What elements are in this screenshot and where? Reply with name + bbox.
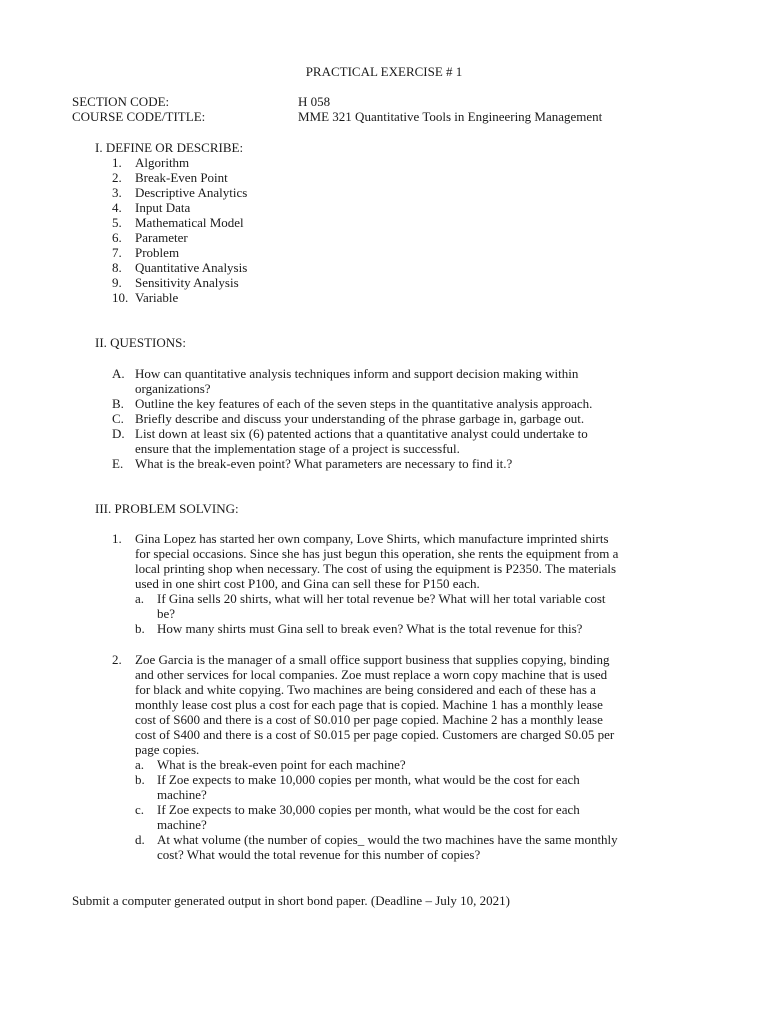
text-line: and other services for local companies. Zoe must replace a worn copy machine that is used: [135, 667, 608, 682]
text-line: If Zoe expects to make 30,000 copies per month, what would be the cost for each: [157, 802, 580, 817]
item-text: Variable: [135, 290, 179, 305]
item-text: Break-Even Point: [135, 170, 228, 185]
item-number: 3.: [112, 185, 122, 200]
item-text: Parameter: [135, 230, 188, 245]
item-letter: B.: [112, 396, 124, 411]
sub-text: [157, 591, 702, 621]
text-line: organizations?: [135, 381, 211, 396]
problem-text: [135, 531, 705, 591]
list-item: [0, 200, 768, 215]
list-item: [0, 155, 768, 170]
text-line: monthly lease cost plus a cost for each page that is copied. Machine 1 has a monthly lease: [135, 697, 603, 712]
item-text: Mathematical Model: [135, 215, 244, 230]
item-number: 9.: [112, 275, 122, 290]
list-item: [0, 185, 768, 200]
document-title: PRACTICAL EXERCISE # 1: [305, 64, 463, 79]
text-line: If Zoe expects to make 10,000 copies per month, what would be the cost for each: [157, 772, 580, 787]
sub-question: [0, 772, 768, 802]
item-number: 5.: [112, 215, 122, 230]
item-number: 8.: [112, 260, 122, 275]
list-item: [0, 245, 768, 260]
item-text: [135, 396, 695, 411]
text-line: If Gina sells 20 shirts, what will her total revenue be? What will her total variable cost: [157, 591, 606, 606]
text-line: Briefly describe and discuss your understanding of the phrase garbage in, garbage out.: [135, 411, 585, 426]
sub-letter: d.: [135, 832, 145, 847]
item-number: 2.: [112, 170, 122, 185]
submission-note: Submit a computer generated output in short bond paper. (Deadline – July 10, 2021): [72, 893, 510, 908]
sub-letter: c.: [135, 802, 145, 817]
text-line: Gina Lopez has started her own company, Love Shirts, which manufacture imprinted shirts: [135, 531, 609, 546]
sub-question: [0, 757, 768, 772]
item-text: [135, 426, 695, 456]
sub-text: [157, 802, 702, 832]
sub-question: [0, 621, 768, 636]
text-line: used in one shirt cost P100, and Gina can sell these for P150 each.: [135, 576, 480, 591]
text-line: be?: [157, 606, 176, 621]
list-item: [0, 366, 768, 396]
sub-letter: b.: [135, 772, 145, 787]
item-number: 4.: [112, 200, 122, 215]
text-line: cost of S400 and there is a cost of S0.015 per page copied. Customers are charged S0.05 per: [135, 727, 615, 742]
problem-1: [0, 531, 768, 636]
text-line: machine?: [157, 787, 207, 802]
item-text: Input Data: [135, 200, 191, 215]
sub-letter: a.: [135, 591, 145, 606]
item-text: Quantitative Analysis: [135, 260, 248, 275]
text-line: What is the break-even point? What parameters are necessary to find it.?: [135, 456, 513, 471]
text-line: machine?: [157, 817, 207, 832]
item-text: Descriptive Analytics: [135, 185, 248, 200]
list-item: [0, 426, 768, 456]
item-text: [135, 366, 695, 396]
sub-text: [157, 757, 702, 772]
item-letter: C.: [112, 411, 124, 426]
text-line: for black and white copying. Two machines are being considered and each of these has a: [135, 682, 596, 697]
problem-number: 2.: [112, 652, 122, 667]
sub-letter: a.: [135, 757, 145, 772]
text-line: What is the break-even point for each machine?: [157, 757, 406, 772]
text-line: cost? What would the total revenue for this number of copies?: [157, 847, 481, 862]
list-item: [0, 411, 768, 426]
item-text: Algorithm: [135, 155, 190, 170]
section-code-value: H 058: [298, 94, 331, 109]
item-text: Problem: [135, 245, 180, 260]
problem-number: 1.: [112, 531, 122, 546]
item-letter: D.: [112, 426, 125, 441]
text-line: Zoe Garcia is the manager of a small office support business that supplies copying, binding: [135, 652, 610, 667]
item-text: [135, 456, 695, 471]
sub-text: [157, 772, 702, 802]
sub-text: [157, 621, 702, 636]
item-number: 6.: [112, 230, 122, 245]
text-line: How can quantitative analysis techniques inform and support decision making within: [135, 366, 579, 381]
list-item: [0, 275, 768, 290]
sub-text: [157, 832, 702, 862]
list-item: [0, 215, 768, 230]
sub-question: [0, 591, 768, 621]
text-line: local printing shop when necessary. The cost of using the equipment is P2350. The materials: [135, 561, 617, 576]
sub-question: [0, 832, 768, 862]
item-number: 10.: [112, 290, 129, 305]
sub-question: [0, 802, 768, 832]
text-line: cost of S600 and there is a cost of S0.010 per page copied. Machine 2 has a monthly lease: [135, 712, 603, 727]
item-number: 1.: [112, 155, 122, 170]
list-item: [0, 170, 768, 185]
list-item: [0, 396, 768, 411]
item-text: [135, 411, 695, 426]
part1-heading: I. DEFINE OR DESCRIBE:: [95, 140, 244, 155]
item-letter: A.: [112, 366, 125, 381]
item-number: 7.: [112, 245, 122, 260]
part2-heading: II. QUESTIONS:: [95, 335, 186, 350]
problem-text: [135, 652, 705, 757]
course-value: MME 321 Quantitative Tools in Engineering Management: [298, 109, 603, 124]
list-item: [0, 260, 768, 275]
text-line: How many shirts must Gina sell to break even? What is the total revenue for this?: [157, 621, 583, 636]
text-line: Outline the key features of each of the seven steps in the quantitative analysis approach.: [135, 396, 593, 411]
section-code-label: SECTION CODE:: [72, 94, 170, 109]
problem-2: [0, 652, 768, 862]
text-line: List down at least six (6) patented actions that a quantitative analyst could undertake to: [135, 426, 588, 441]
text-line: page copies.: [135, 742, 200, 757]
sub-letter: b.: [135, 621, 145, 636]
list-item: [0, 290, 768, 305]
item-letter: E.: [112, 456, 124, 471]
text-line: for special occasions. Since she has just begun this operation, she rents the equipment from a: [135, 546, 619, 561]
list-item: [0, 456, 768, 471]
course-label: COURSE CODE/TITLE:: [72, 109, 206, 124]
list-item: [0, 230, 768, 245]
text-line: At what volume (the number of copies_ would the two machines have the same monthly: [157, 832, 618, 847]
item-text: Sensitivity Analysis: [135, 275, 239, 290]
part3-heading: III. PROBLEM SOLVING:: [95, 501, 239, 516]
text-line: ensure that the implementation stage of a project is successful.: [135, 441, 460, 456]
